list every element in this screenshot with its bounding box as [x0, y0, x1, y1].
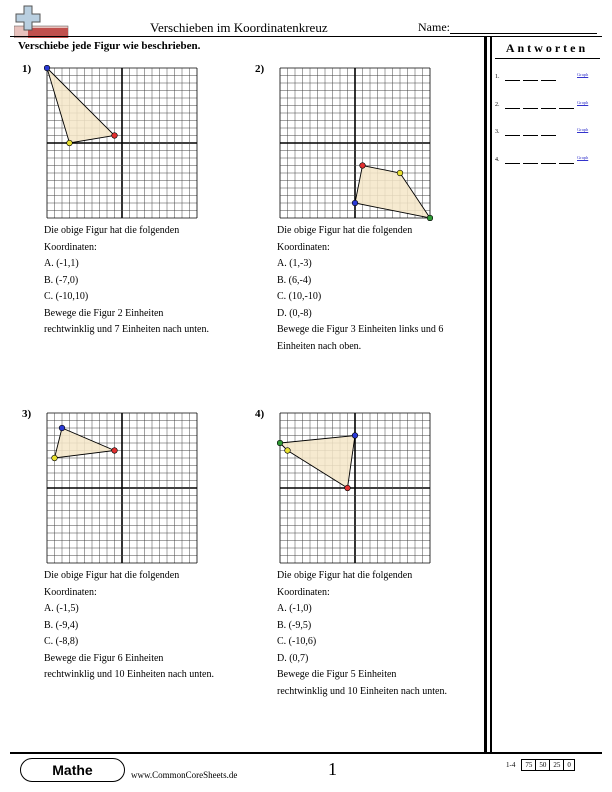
answer-blank[interactable] [541, 80, 556, 81]
problem-text [44, 568, 254, 684]
graph-link[interactable]: Graph [577, 155, 589, 160]
vertex-point [345, 485, 351, 491]
coordinate-item: B. (-9,5) [277, 619, 312, 631]
problem-intro: Die obige Figur hat die folgenden [44, 570, 180, 581]
vertex-point [427, 215, 433, 221]
problem-instruction: Bewege die Figur 6 Einheiten [44, 652, 164, 664]
score-cell: 75 [522, 760, 536, 771]
website-link[interactable]: www.CommonCoreSheets.de [131, 770, 238, 780]
problem-intro: Die obige Figur hat die folgenden [277, 225, 413, 236]
problem-instruction: rechtwinklig und 10 Einheiten nach unten. [277, 685, 447, 697]
coordinate-item: D. (0,7) [277, 652, 309, 664]
vertex-point [277, 440, 283, 446]
answer-blank[interactable] [523, 108, 538, 109]
problem-instruction: Bewege die Figur 5 Einheiten [277, 669, 397, 680]
vertex-point [285, 448, 291, 454]
answer-blank[interactable] [505, 80, 520, 81]
vertex-point [112, 448, 118, 454]
graph-link[interactable]: Graph [577, 100, 589, 105]
coordinate-item: A. (-1,5) [44, 603, 79, 614]
answer-blank[interactable] [523, 135, 538, 136]
page-number: 1 [328, 759, 337, 779]
answers-divider [495, 58, 600, 59]
answer-blank[interactable] [523, 163, 538, 164]
footer-divider [10, 752, 602, 754]
coordinate-item: B. (-7,0) [44, 274, 79, 286]
coordinate-item: A. (-1,1) [44, 258, 79, 269]
coordinate-item: B. (-9,4) [44, 619, 79, 631]
problem-intro: Koordinaten: [44, 586, 97, 598]
coordinate-item: C. (-10,10) [44, 291, 89, 302]
score-range: 1-4 [506, 761, 516, 769]
answer-column-divider-inner [490, 36, 492, 752]
problem-intro: Koordinaten: [44, 241, 97, 253]
coordinate-item: A. (-1,0) [277, 603, 312, 614]
coordinate-grid [277, 65, 433, 221]
page-title: Verschieben im Koordinatenkreuz [150, 20, 328, 35]
header-divider [10, 36, 602, 37]
score-cell: 0 [564, 760, 575, 771]
vertex-point [360, 163, 366, 169]
vertex-point [397, 170, 403, 176]
score-cell: 50 [536, 760, 550, 771]
instructions: Verschiebe jede Figur wie beschrieben. [18, 40, 201, 52]
problem-number: 4) [255, 408, 265, 420]
answer-blank[interactable] [505, 163, 520, 164]
problem-instruction: Bewege die Figur 3 Einheiten links und 6 [277, 324, 444, 335]
answer-row [495, 127, 599, 139]
answer-row [495, 72, 599, 84]
answer-number: 4. [495, 157, 500, 163]
answer-row [495, 155, 599, 167]
coordinate-grid [277, 410, 433, 566]
problem-text [44, 223, 254, 339]
answer-number: 2. [495, 102, 500, 108]
name-field[interactable] [450, 33, 597, 34]
graph-link[interactable]: Graph [577, 72, 589, 77]
problem-number: 2) [255, 63, 265, 75]
problem-intro: Die obige Figur hat die folgenden [277, 570, 413, 581]
coordinate-item: D. (0,-8) [277, 307, 312, 319]
logo [14, 4, 70, 38]
vertex-point [352, 200, 358, 206]
name-label: Name: [418, 20, 450, 34]
coordinate-item: B. (6,-4) [277, 274, 312, 286]
answer-blank[interactable] [505, 108, 520, 109]
vertex-point [44, 65, 50, 71]
problem-instruction: rechtwinklig und 10 Einheiten nach unten. [44, 669, 214, 680]
coordinate-grid [44, 410, 200, 566]
problem-instruction: rechtwinklig und 7 Einheiten nach unten. [44, 324, 209, 335]
problem-intro: Die obige Figur hat die folgenden [44, 225, 180, 236]
answer-blank[interactable] [559, 163, 574, 164]
answer-number: 3. [495, 129, 500, 135]
coordinate-item: C. (-10,6) [277, 636, 317, 647]
coordinate-item: C. (-8,8) [44, 636, 79, 647]
answer-blank[interactable] [505, 135, 520, 136]
vertex-point [112, 133, 118, 139]
coordinate-grid [44, 65, 200, 221]
problem-intro: Koordinaten: [277, 241, 330, 253]
answer-blank[interactable] [559, 108, 574, 109]
vertex-point [52, 455, 58, 461]
problem-intro: Koordinaten: [277, 586, 330, 598]
vertex-point [67, 140, 73, 146]
answer-number: 1. [495, 74, 500, 80]
figure-shape [355, 166, 430, 219]
vertex-point [352, 433, 358, 439]
problem-number: 3) [22, 408, 32, 420]
subject-badge: Mathe [20, 758, 125, 782]
answer-blank[interactable] [541, 135, 556, 136]
answer-blank[interactable] [541, 108, 556, 109]
problem-number: 1) [22, 63, 32, 75]
answer-blank[interactable] [523, 80, 538, 81]
coordinate-item: A. (1,-3) [277, 258, 312, 269]
score-table [503, 759, 575, 771]
problem-instruction: Bewege die Figur 2 Einheiten [44, 307, 164, 319]
answer-row [495, 100, 599, 112]
problem-text [277, 568, 487, 700]
score-cell: 25 [550, 760, 564, 771]
vertex-point [59, 425, 65, 431]
graph-link[interactable]: Graph [577, 127, 589, 132]
problem-instruction: Einheiten nach oben. [277, 340, 362, 352]
answer-blank[interactable] [541, 163, 556, 164]
problem-text [277, 223, 487, 355]
coordinate-item: C. (10,-10) [277, 291, 322, 302]
answers-title: Antworten [505, 41, 589, 55]
